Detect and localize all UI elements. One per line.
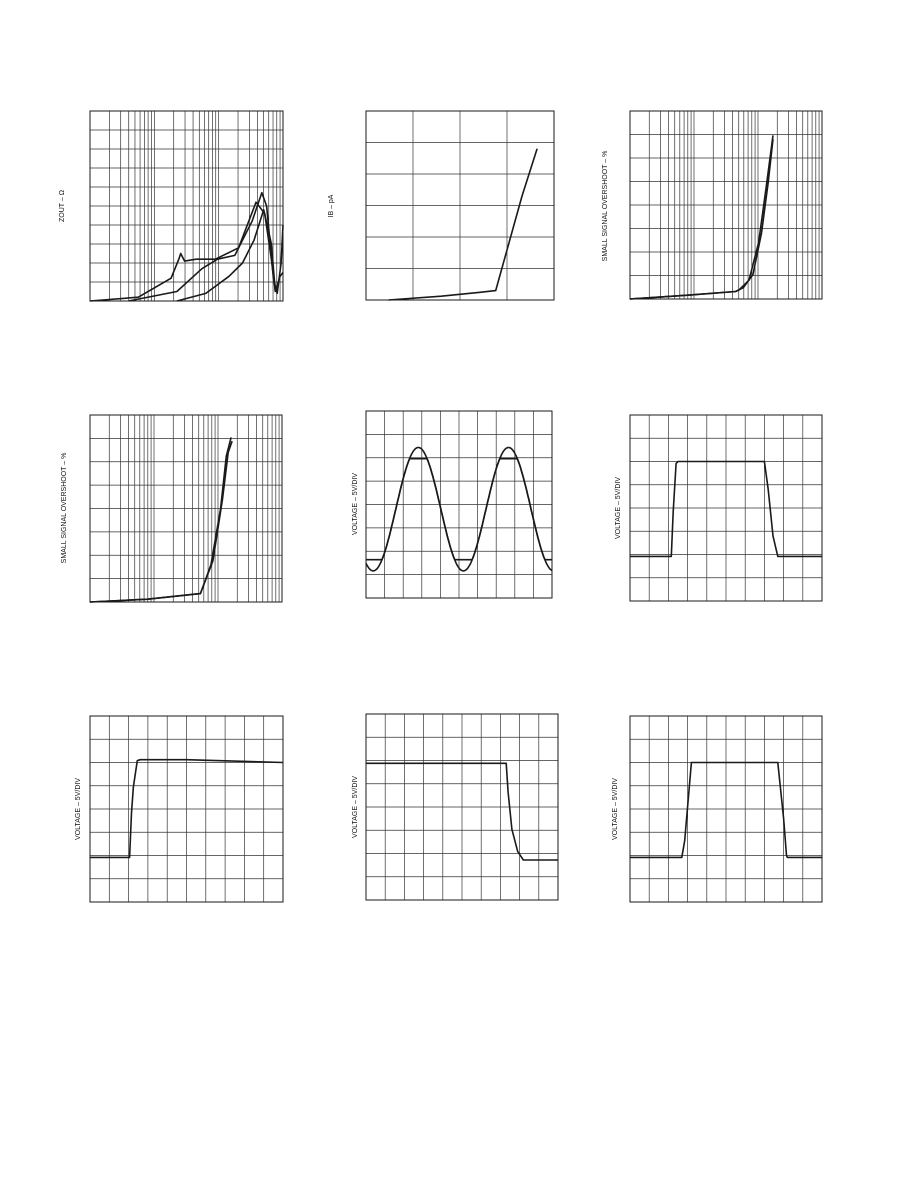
y-axis-label: VOLTAGE – 5V/DIV <box>352 776 359 838</box>
y-axis-label: VOLTAGE – 5V/DIV <box>75 778 82 840</box>
y-axis-label: VOLTAGE – 5V/DIV <box>612 778 619 840</box>
y-axis-label: IB – pA <box>328 194 335 218</box>
y-axis-label: ZOUT – Ω <box>59 190 66 222</box>
y-axis-label: VOLTAGE – 5V/DIV <box>615 477 622 539</box>
y-axis-label: VOLTAGE – 5V/DIV <box>352 473 359 535</box>
y-axis-label: SMALL SIGNAL OVERSHOOT – % <box>602 150 609 262</box>
y-axis-label: SMALL SIGNAL OVERSHOOT – % <box>61 452 68 564</box>
